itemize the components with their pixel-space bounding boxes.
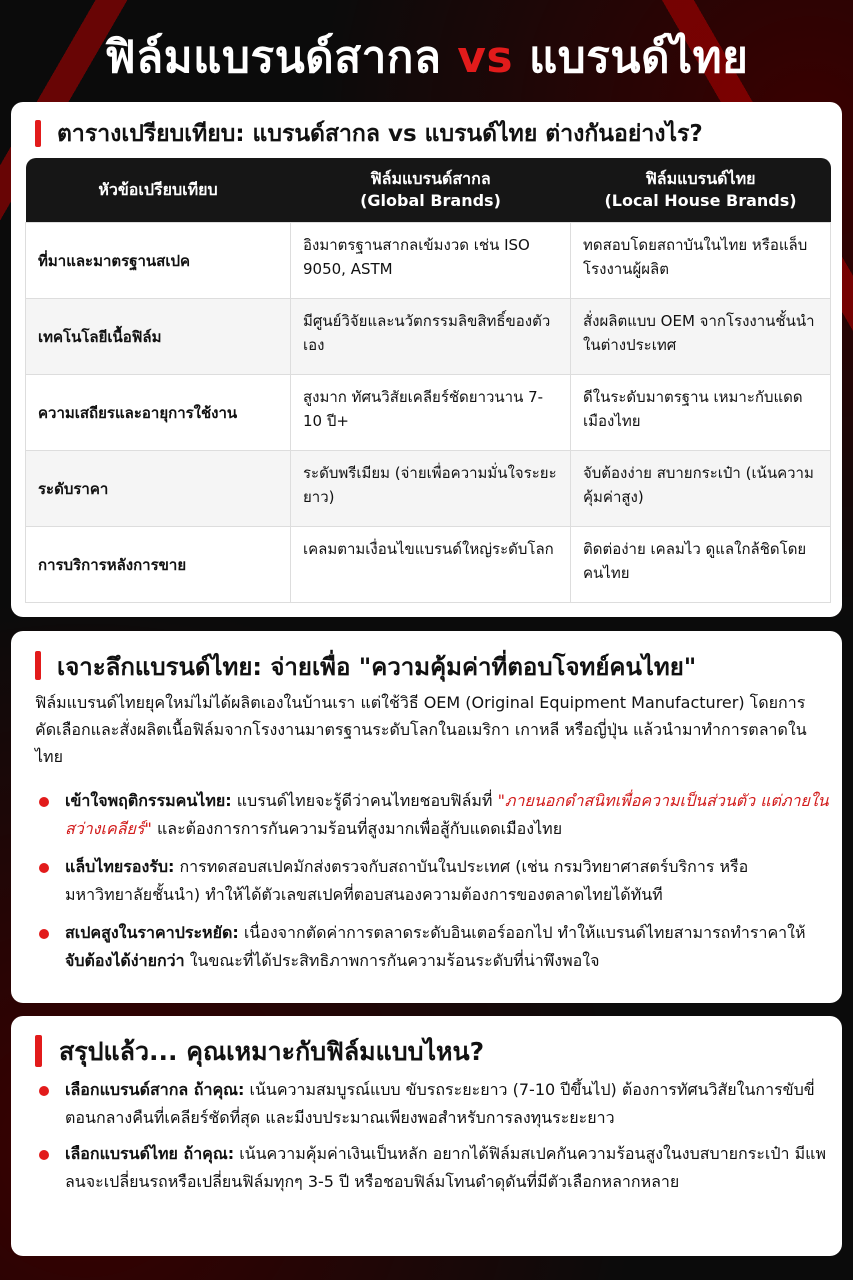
point-text: แบรนด์ไทยจะรู้ดีว่าคนไทยชอบฟิล์มที่	[231, 791, 498, 810]
table-row	[26, 451, 831, 527]
row-global: อิงมาตรฐานสากลเข้มงวด เช่น ISO 9050, ASTM	[291, 223, 571, 299]
row-local: ทดสอบโดยสถาบันในไทย หรือแล็บโรงงานผู้ผลิต	[571, 223, 831, 299]
row-topic: การบริการหลังการขาย	[26, 527, 291, 603]
point-text: ในขณะที่ได้ประสิทธิภาพการกันความร้อนระดับที่น่าพึงพอใจ	[184, 951, 600, 970]
bullet-dot-icon	[39, 797, 49, 807]
deepdive-intro: ฟิล์มแบรนด์ไทยยุคใหม่ไม่ได้ผลิตเองในบ้านเรา แต่ใช้วิธี OEM (Original Equipment Manufacturer) โดยการคัดเลือกและสั่งผลิตเนื้อฟิล์มจากโรงงานมาตรฐานระดับโลกในอเมริกา เกาหลี หรือญี่ปุ่น แล้วนำมาทำการตลาดในไทย	[35, 693, 807, 766]
point-text: เนื่องจากตัดค่าการตลาดระดับอินเตอร์ออกไป ทำให้แบรนด์ไทยสามารถทำราคาให้	[238, 923, 806, 942]
page-title	[0, 22, 853, 92]
deepdive-list	[35, 787, 830, 985]
title-global: ฟิล์มแบรนด์สากล	[104, 32, 442, 83]
header-topic: หัวข้อเปรียบเทียบ	[26, 158, 291, 223]
row-local: สั่งผลิตแบบ OEM จากโรงงานชั้นนำในต่างประเทศ	[571, 299, 831, 375]
row-local: ติดต่อง่าย เคลมไว ดูแลใกล้ชิดโดยคนไทย	[571, 527, 831, 603]
point-text: เน้นความคุ้มค่าเงินเป็นหลัก อยากได้ฟิล์มสเปคกันความร้อนสูงในงบสบายกระเป๋า มีแพลนจะเปลี่ยนรถหรือเปลี่ยนฟิล์มทุกๆ 3-5 ปี หรือชอบฟิล์มโทนดำดุดันที่มีตัวเลือกหลากหลาย	[65, 1144, 827, 1191]
summary-title-text: สรุปแล้ว... คุณเหมาะกับฟิล์มแบบไหน?	[59, 1037, 485, 1066]
row-global: เคลมตามเงื่อนไขแบรนด์ใหญ่ระดับโลก	[291, 527, 571, 603]
table-row	[26, 375, 831, 451]
comparison-table	[25, 158, 831, 603]
title-thai: แบรนด์ไทย	[528, 32, 749, 83]
deepdive-title-text: เจาะลึกแบรนด์ไทย: จ่ายเพื่อ "ความคุ้มค่าที่ตอบโจทย์คนไทย"	[57, 653, 697, 681]
point-label: สเปคสูงในราคาประหยัด:	[65, 923, 239, 942]
bullet-dot-icon	[39, 863, 49, 873]
point-text: เน้นความสมบูรณ์แบบ ขับรถระยะยาว (7-10 ปีขึ้นไป) ต้องการทัศนวิสัยในการขับขี่ตอนกลางคืนที่เคลียร์ชัดที่สุด และมีงบประมาณเพียงพอสำหรับการลงทุนระยะยาว	[65, 1080, 815, 1127]
list-item	[35, 853, 830, 909]
comparison-card	[11, 102, 842, 617]
comparison-title	[35, 116, 703, 152]
row-topic: ความเสถียรและอายุการใช้งาน	[26, 375, 291, 451]
row-local: ดีในระดับมาตรฐาน เหมาะกับแดดเมืองไทย	[571, 375, 831, 451]
list-item	[35, 1140, 830, 1196]
row-global: มีศูนย์วิจัยและนวัตกรรมลิขสิทธิ์ของตัวเอง	[291, 299, 571, 375]
point-label: แล็บไทยรองรับ:	[65, 857, 175, 876]
row-global: ระดับพรีเมียม (จ่ายเพื่อความมั่นใจระยะยาว)	[291, 451, 571, 527]
summary-card	[11, 1016, 842, 1256]
title-vs: vs	[457, 32, 514, 83]
summary-title	[35, 1032, 484, 1072]
table-row	[26, 299, 831, 375]
bullet-dot-icon	[39, 1086, 49, 1096]
row-global: สูงมาก ทัศนวิสัยเคลียร์ชัดยาวนาน 7-10 ปี+	[291, 375, 571, 451]
bullet-dot-icon	[39, 929, 49, 939]
row-topic: เทคโนโลยีเนื้อฟิล์ม	[26, 299, 291, 375]
deepdive-title	[35, 647, 696, 686]
section-marker	[35, 120, 41, 147]
table-row	[26, 527, 831, 603]
list-item	[35, 1076, 830, 1132]
comparison-title-text: ตารางเปรียบเทียบ: แบรนด์สากล vs แบรนด์ไทย ต่างกันอย่างไร?	[57, 121, 703, 147]
point-label: เข้าใจพฤติกรรมคนไทย:	[65, 791, 232, 810]
header-local: ฟิล์มแบรนด์ไทย (Local House Brands)	[571, 158, 831, 223]
point-label: เลือกแบรนด์ไทย ถ้าคุณ:	[65, 1144, 235, 1163]
list-item	[35, 787, 830, 843]
point-label: เลือกแบรนด์สากล ถ้าคุณ:	[65, 1080, 245, 1099]
summary-list	[35, 1076, 830, 1204]
section-marker	[35, 1035, 42, 1067]
deepdive-card	[11, 631, 842, 1003]
section-marker	[35, 651, 41, 680]
point-text: การทดสอบสเปคมักส่งตรวจกับสถาบันในประเทศ (เช่น กรมวิทยาศาสตร์บริการ หรือมหาวิทยาลัยชั้นนำ) ทำให้ได้ตัวเลขสเปคที่ตอบสนองความต้องการของตลาดไทยได้ทันที	[65, 857, 749, 904]
table-row	[26, 223, 831, 299]
point-quote: "ภายนอกดำสนิทเพื่อความเป็นส่วนตัว แต่ภายในสว่างเคลียร์"	[65, 791, 829, 838]
table-header-row	[26, 158, 831, 223]
row-local: จับต้องง่าย สบายกระเป๋า (เน้นความคุ้มค่าสูง)	[571, 451, 831, 527]
point-text: และต้องการการกันความร้อนที่สูงมากเพื่อสู้กับแดดเมืองไทย	[151, 819, 563, 838]
point-strong: จับต้องได้ง่ายกว่า	[65, 951, 185, 970]
list-item	[35, 919, 830, 975]
row-topic: ที่มาและมาตรฐานสเปค	[26, 223, 291, 299]
header-global: ฟิล์มแบรนด์สากล (Global Brands)	[291, 158, 571, 223]
bullet-dot-icon	[39, 1150, 49, 1160]
row-topic: ระดับราคา	[26, 451, 291, 527]
